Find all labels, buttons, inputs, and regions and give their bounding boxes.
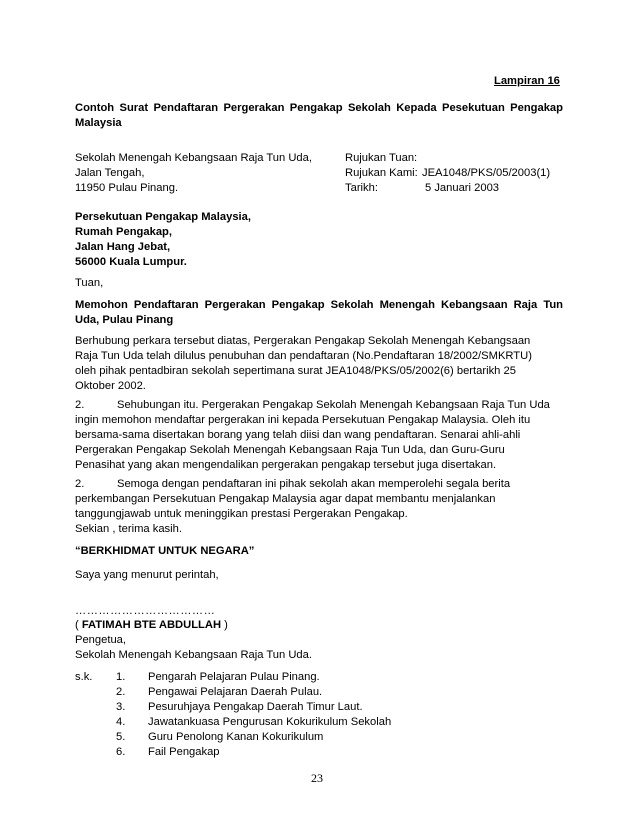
- document-title-line1: Contoh Surat Pendaftaran Pergerakan Pengakap Sekolah Kepada Pesekutuan Pengakap: [75, 102, 563, 114]
- sender-line: Jalan Tengah,: [75, 167, 145, 179]
- paragraph-line: bersama-sama disertakan borang yang telah diisi dan wang pendaftaran. Senarai ahli-ahli: [75, 429, 521, 441]
- reference-kami-value: JEA1048/PKS/05/2003(1): [422, 167, 551, 179]
- document-title-line2: Malaysia: [75, 117, 122, 129]
- reference-tuan-label: Rujukan Tuan:: [345, 152, 418, 164]
- cc-item-number: 4.: [116, 716, 126, 728]
- paragraph-line: Sehubungan itu. Pergerakan Pengakap Sekolah Menengah Kebangsaan Raja Tun Uda: [117, 399, 550, 411]
- recipient-line: 56000 Kuala Lumpur.: [75, 256, 187, 268]
- cc-item-text: Fail Pengakap: [148, 746, 220, 758]
- paragraph-line: oleh pihak pentadbiran sekolah sepertimana surat JEA1048/PKS/05/2002(6) bertarikh 25: [75, 365, 516, 377]
- cc-item-number: 6.: [116, 746, 126, 758]
- paragraph-line: Berhubung perkara tersebut diatas, Pergerakan Pengakap Sekolah Menengah Kebangsaan: [75, 335, 531, 347]
- cc-item-text: Guru Penolong Kanan Kokurikulum: [148, 731, 324, 743]
- signatory-paren-open: (: [75, 619, 82, 631]
- paragraph-number: 2.: [75, 478, 85, 490]
- signatory-name: FATIMAH BTE ABDULLAH: [81, 619, 222, 631]
- paragraph-number: 2.: [75, 399, 85, 411]
- closing-remark: Sekian , terima kasih.: [75, 523, 182, 535]
- signatory-name-line: [75, 618, 228, 632]
- signature-line: ………………………………: [75, 605, 216, 617]
- paragraph-line: Oktober 2002.: [75, 380, 146, 392]
- date-label: Tarikh:: [345, 182, 378, 194]
- cc-item-number: 1.: [116, 671, 126, 683]
- date-value: 5 Januari 2003: [425, 182, 500, 194]
- paragraph-line: Semoga dengan pendaftaran ini pihak sekolah akan memperolehi segala berita: [117, 478, 511, 490]
- appendix-label: Lampiran 16: [494, 75, 560, 87]
- reference-kami-label: Rujukan Kami:: [345, 167, 418, 179]
- signatory-position: Pengetua,: [75, 634, 127, 646]
- cc-item-text: Pengawai Pelajaran Daerah Pulau.: [148, 686, 323, 698]
- paragraph-line: ingin memohon mendaftar pergerakan ini kepada Persekutuan Pengakap Malaysia. Oleh itu: [75, 414, 531, 426]
- page-number: 23: [311, 771, 323, 785]
- cc-label: s.k.: [75, 671, 93, 683]
- cc-item-number: 5.: [116, 731, 126, 743]
- motto: “BERKHIDMAT UNTUK NEGARA”: [75, 545, 255, 557]
- salutation: Tuan,: [75, 277, 104, 289]
- cc-item-text: Pengarah Pelajaran Pulau Pinang.: [148, 671, 320, 683]
- recipient-line: Jalan Hang Jebat,: [75, 241, 171, 253]
- signatory-paren-close: ): [221, 619, 228, 631]
- sender-line: 11950 Pulau Pinang.: [75, 182, 179, 194]
- sign-off: Saya yang menurut perintah,: [75, 569, 219, 581]
- subject-line2: Uda, Pulau Pinang: [75, 314, 174, 326]
- cc-item-text: Pesuruhjaya Pengakap Daerah Timur Laut.: [148, 701, 363, 713]
- cc-item-number: 2.: [116, 686, 126, 698]
- paragraph-line: tanggungjawab untuk meninggikan prestasi Pergerakan Pengakap.: [75, 508, 408, 520]
- signatory-school: Sekolah Menengah Kebangsaan Raja Tun Uda.: [75, 649, 312, 661]
- paragraph-line: Pergerakan Pengakap Sekolah Menengah Kebangsaan Raja Tun Uda, dan Guru-Guru: [75, 444, 505, 456]
- recipient-line: Rumah Pengakap,: [75, 226, 172, 238]
- recipient-line: Persekutuan Pengakap Malaysia,: [75, 211, 251, 223]
- paragraph-line: perkembangan Persekutuan Pengakap Malaysia agar dapat membantu menjalankan: [75, 493, 496, 505]
- sender-line: Sekolah Menengah Kebangsaan Raja Tun Uda,: [75, 152, 312, 164]
- subject-line1: Memohon Pendaftaran Pergerakan Pengakap Sekolah Menengah Kebangsaan Raja Tun: [75, 299, 563, 311]
- cc-item-number: 3.: [116, 701, 126, 713]
- paragraph-line: Raja Tun Uda telah dilulus penubuhan dan pendaftaran (No.Pendaftaran 18/2002/SMKRTU): [75, 350, 532, 362]
- paragraph-line: Penasihat yang akan mengendalikan pergerakan pengakap tersebut juga disertakan.: [75, 459, 497, 471]
- cc-item-text: Jawatankuasa Pengurusan Kokurikulum Sekolah: [148, 716, 392, 728]
